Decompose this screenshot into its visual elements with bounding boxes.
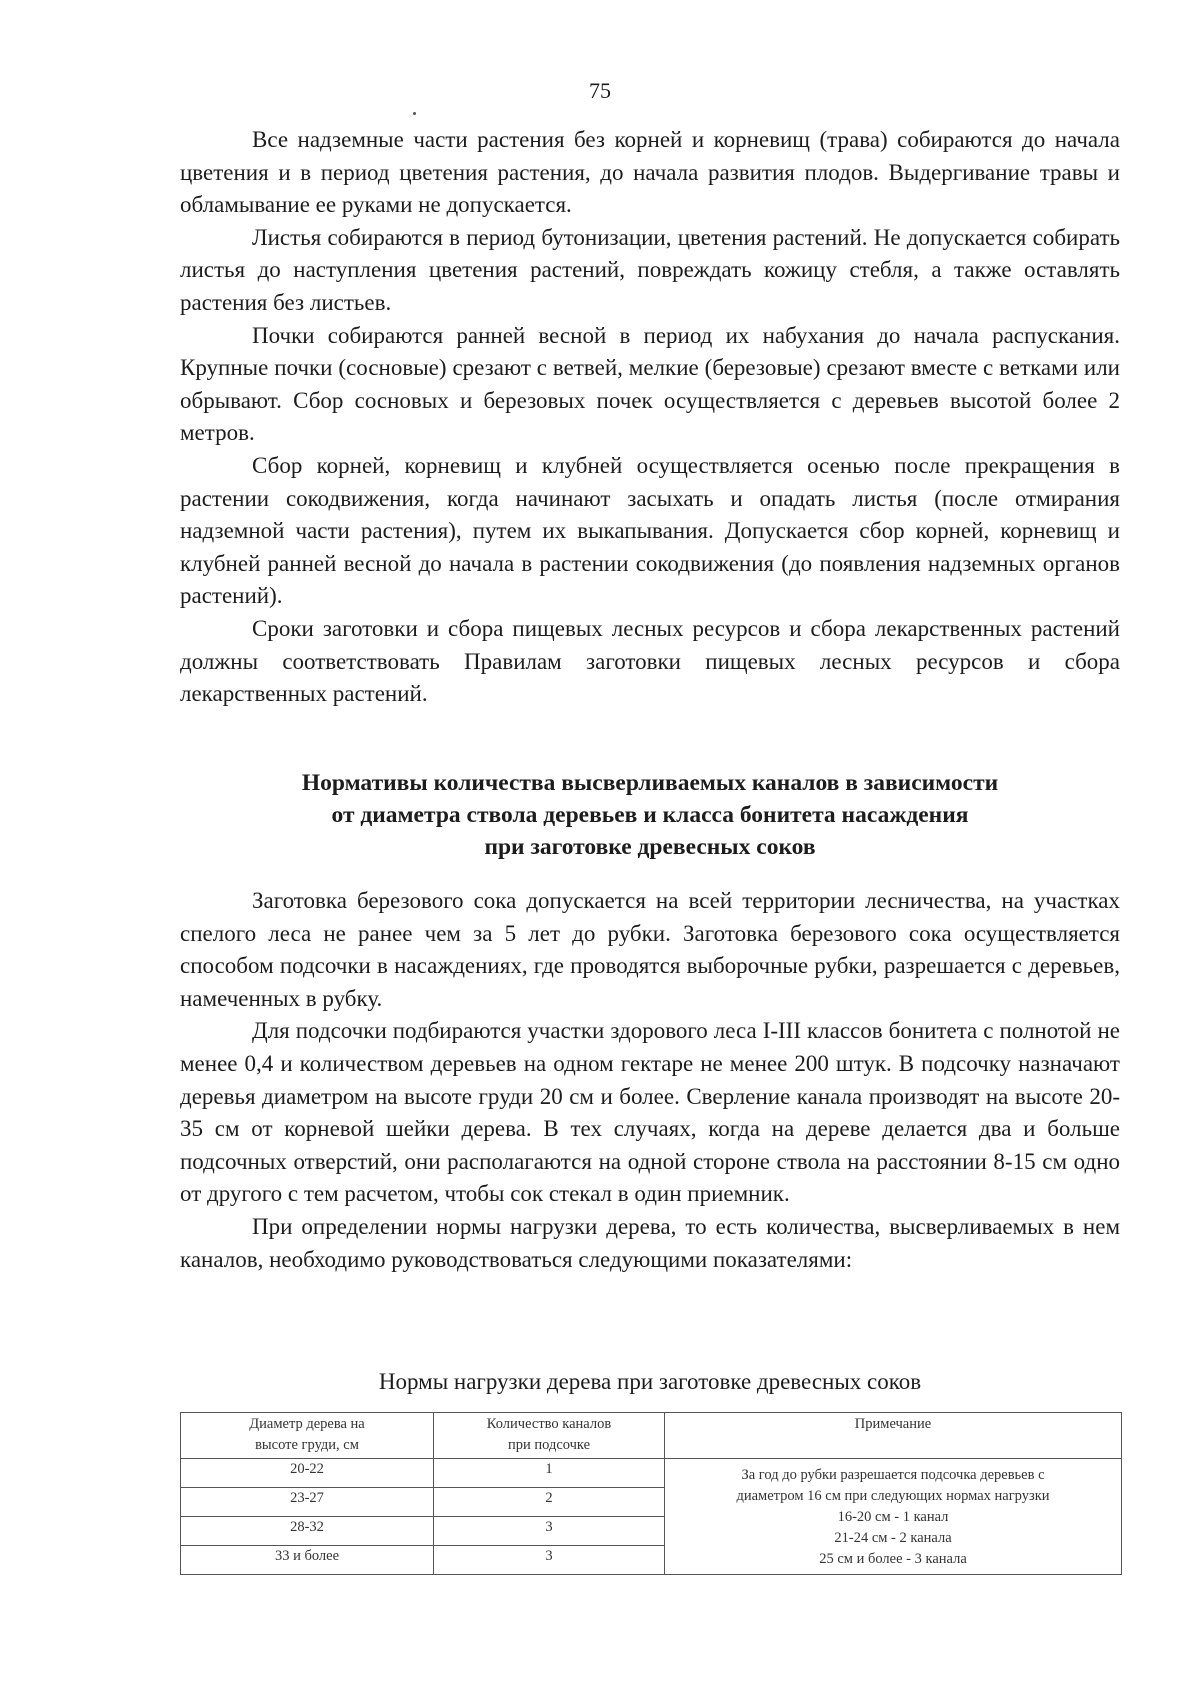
- heading-line: при заготовке древесных соков: [484, 834, 816, 860]
- header-line: Диаметр дерева на: [249, 1416, 365, 1432]
- cell-diameter: 20-22: [181, 1459, 434, 1488]
- note-line: За год до рубки разрешается подсочка деревьев с: [741, 1467, 1045, 1483]
- scan-speck: [413, 112, 416, 115]
- section-heading: [180, 767, 1120, 863]
- intro-text: [180, 124, 1120, 711]
- norms-table: [180, 1412, 1122, 1575]
- cell-diameter: 23-27: [181, 1488, 434, 1517]
- header-note: Примечание: [665, 1413, 1122, 1459]
- cell-channels: 1: [434, 1459, 665, 1488]
- paragraph: Почки собираются ранней весной в период их набухания до начала распускания. Крупные почки (сосновые) срезают с ветвей, мелкие (березовые) срезают вместе с ветками или обрывают. Сбор сосновых и березовых почек осуществляется с деревьев высотой более 2 метров.: [180, 322, 1120, 446]
- paragraph: Все надземные части растения без корней и корневищ (трава) собираются до начала цветения и в период цветения растения, до начала развития плодов. Выдергивание травы и обламывание ее руками не допускается.: [180, 127, 1120, 218]
- note-line: диаметром 16 см при следующих нормах нагрузки: [736, 1488, 1050, 1504]
- heading-line: Нормативы количества высверливаемых каналов в зависимости: [301, 770, 999, 796]
- table-caption: Нормы нагрузки дерева при заготовке древесных соков: [378, 1369, 922, 1394]
- heading-line: от диаметра ствола деревьев и класса бонитета насаждения: [331, 802, 969, 828]
- cell-diameter: 33 и более: [181, 1546, 434, 1575]
- cell-channels: 3: [434, 1517, 665, 1546]
- table-row: [181, 1459, 1122, 1488]
- header-line: при подсочке: [507, 1437, 591, 1453]
- body-text: [180, 885, 1120, 1276]
- header-channels: [434, 1413, 665, 1459]
- note-line: 21-24 см - 2 канала: [834, 1530, 952, 1546]
- cell-channels: 3: [434, 1546, 665, 1575]
- paragraph: Заготовка березового сока допускается на всей территории лесничества, на участках спелого леса не ранее чем за 5 лет до рубки. Заготовка березового сока осуществляется способом подсочки в насаждениях, где проводятся выборочные рубки, разрешается с деревьев, намеченных в рубку.: [180, 888, 1120, 1011]
- cell-diameter: 28-32: [181, 1517, 434, 1546]
- header-line: высоте груди, см: [255, 1437, 359, 1453]
- header-line: Количество каналов: [486, 1416, 612, 1432]
- note-line: 25 см и более - 3 канала: [819, 1551, 967, 1567]
- page-number: 75: [589, 78, 611, 103]
- paragraph: При определении нормы нагрузки дерева, то есть количества, высверливаемых в нем каналов, необходимо руководствоваться следующими показателями:: [180, 1213, 1120, 1272]
- table-header-row: [181, 1413, 1122, 1459]
- header-diameter: [181, 1413, 434, 1459]
- paragraph: Листья собираются в период бутонизации, цветения растений. Не допускается собирать листья до наступления цветения растений, повреждать кожицу стебля, а также оставлять растения без листьев.: [180, 224, 1120, 315]
- paragraph: Для подсочки подбираются участки здорового леса I-III классов бонитета с полнотой не менее 0,4 и количеством деревьев на одном гектаре не менее 200 штук. В подсочку назначают деревья диаметром на высоте груди 20 см и более. Сверление канала производят на высоте 20-35 см от корневой шейки дерева. В тех случаях, когда на дереве делается два и больше подсочных отверстий, они располагаются на одной стороне ствола на расстоянии 8-15 см одно от другого с тем расчетом, чтобы сок стекал в один приемник.: [180, 1018, 1120, 1207]
- paragraph: Сроки заготовки и сбора пищевых лесных ресурсов и сбора лекарственных растений должны соответствовать Правилам заготовки пищевых лесных ресурсов и сбора лекарственных растений.: [180, 615, 1120, 707]
- cell-note: [665, 1459, 1122, 1575]
- note-line: 16-20 см - 1 канал: [837, 1509, 949, 1525]
- cell-channels: 2: [434, 1488, 665, 1517]
- paragraph: Сбор корней, корневищ и клубней осуществляется осенью после прекращения в растении сокодвижения, когда начинают засыхать и опадать листья (после отмирания надземной части растения), путем их выкапывания. Допускается сбор корней, корневищ и клубней ранней весной до начала в растении сокодвижения (до появления надземных органов растений).: [180, 452, 1120, 609]
